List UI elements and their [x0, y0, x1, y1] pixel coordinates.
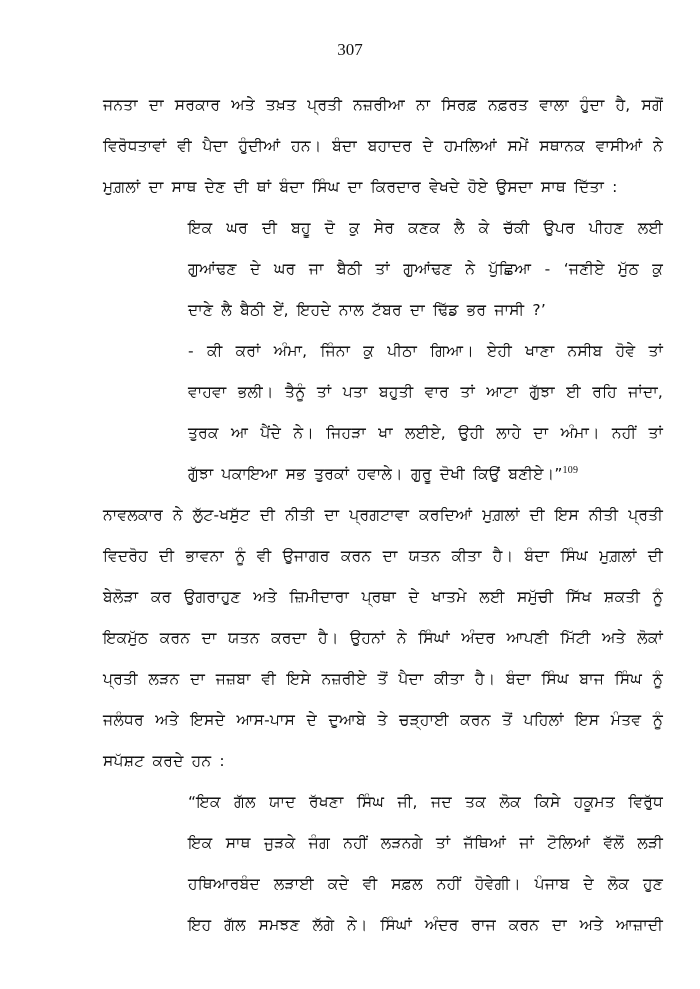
footnote-reference[interactable]: 109 [562, 465, 579, 476]
quote-line: ਇਹ ਗੱਲ ਸਮਝਣ ਲੱਗੇ ਨੇ। ਸਿੰਘਾਂ ਅੰਦਰ ਰਾਜ ਕਰਨ ਦਾ ਅਤੇ ਆਜ਼ਾਦੀ [188, 916, 663, 934]
quote-text: ਗੁੱਝਾ ਪਕਾਇਆ ਸਭ ਤੁਰਕਾਂ ਹਵਾਲੇ। ਗੁਰੂ ਦੋਖੀ ਕਿਉਂ ਬਣੀਏ।” [188, 465, 563, 484]
quote-line-last [188, 465, 663, 484]
text-line: ਜਨਤਾ ਦਾ ਸਰਕਾਰ ਅਤੇ ਤਖ਼ਤ ਪ੍ਰਤੀ ਨਜ਼ਰੀਆ ਨਾ ਸਿਰਫ਼ ਨਫ਼ਰਤ ਵਾਲਾ ਹੁੰਦਾ ਹੈ, ਸਗੋਂ [103, 96, 663, 114]
text-line: ਮੁਗ਼ਲਾਂ ਦਾ ਸਾਥ ਦੇਣ ਦੀ ਥਾਂ ਬੰਦਾ ਸਿੰਘ ਦਾ ਕਿਰਦਾਰ ਵੇਖਦੇ ਹੋਏ ਉਸਦਾ ਸਾਥ ਦਿੱਤਾ : [103, 178, 618, 196]
text-line: ਇਕਮੁੱਠ ਕਰਨ ਦਾ ਯਤਨ ਕਰਦਾ ਹੈ। ਉਹਨਾਂ ਨੇ ਸਿੰਘਾਂ ਅੰਦਰ ਆਪਣੀ ਮਿੱਟੀ ਅਤੇ ਲੋਕਾਂ [103, 629, 663, 647]
page-number: 307 [337, 40, 363, 59]
text-line: ਜਲੰਧਰ ਅਤੇ ਇਸਦੇ ਆਸ-ਪਾਸ ਦੇ ਦੁਆਬੇ ਤੇ ਚੜ੍ਹਾਈ ਕਰਨ ਤੋਂ ਪਹਿਲਾਂ ਇਸ ਮੰਤਵ ਨੂੰ [103, 711, 663, 729]
quote-line: ਇਕ ਘਰ ਦੀ ਬਹੂ ਦੋ ਕੁ ਸੇਰ ਕਣਕ ਲੈ ਕੇ ਚੱਕੀ ਉਪਰ ਪੀਹਣ ਲਈ [188, 219, 663, 237]
quote-line: ਹਥਿਆਰਬੰਦ ਲੜਾਈ ਕਦੇ ਵੀ ਸਫ਼ਲ ਨਹੀਂ ਹੋਵੇਗੀ। ਪੰਜਾਬ ਦੇ ਲੋਕ ਹੁਣ [188, 875, 663, 893]
quote-line: “ਇਕ ਗੱਲ ਯਾਦ ਰੱਖਣਾ ਸਿੰਘ ਜੀ, ਜਦ ਤਕ ਲੋਕ ਕਿਸੇ ਹਕੂਮਤ ਵਿਰੁੱਧ [188, 793, 663, 811]
quote-line: ਦਾਣੇ ਲੈ ਬੈਠੀ ਏਂ, ਇਹਦੇ ਨਾਲ ਟੱਬਰ ਦਾ ਢਿੱਡ ਭਰ ਜਾਸੀ ?’ [188, 301, 546, 319]
quote-line: ਇਕ ਸਾਥ ਜੁੜਕੇ ਜੰਗ ਨਹੀਂ ਲੜਨਗੇ ਤਾਂ ਜੱਥਿਆਂ ਜਾਂ ਟੋਲਿਆਂ ਵੱਲੋਂ ਲੜੀ [188, 834, 663, 852]
text-line: ਸਪੱਸ਼ਟ ਕਰਦੇ ਹਨ : [103, 752, 225, 770]
text-line: ਨਾਵਲਕਾਰ ਨੇ ਲੁੱਟ-ਖਸੁੱਟ ਦੀ ਨੀਤੀ ਦਾ ਪ੍ਰਗਟਾਵਾ ਕਰਦਿਆਂ ਮੁਗ਼ਲਾਂ ਦੀ ਇਸ ਨੀਤੀ ਪ੍ਰਤੀ [103, 506, 663, 524]
text-line: ਬੇਲੋੜਾ ਕਰ ਉਗਰਾਹੁਣ ਅਤੇ ਜ਼ਿਮੀਦਾਰਾ ਪ੍ਰਥਾ ਦੇ ਖਾਤਮੇ ਲਈ ਸਮੁੱਚੀ ਸਿੱਖ ਸ਼ਕਤੀ ਨੂੰ [103, 588, 663, 606]
quote-line: - ਕੀ ਕਰਾਂ ਅੰਮਾ, ਜਿੰਨਾ ਕੁ ਪੀਠਾ ਗਿਆ। ਏਹੀ ਖਾਣਾ ਨਸੀਬ ਹੋਵੇ ਤਾਂ [188, 342, 663, 360]
quote-line: ਗੁਆਂਢਣ ਦੇ ਘਰ ਜਾ ਬੈਠੀ ਤਾਂ ਗੁਆਂਢਣ ਨੇ ਪੁੱਛਿਆ - ‘ਜਣੀਏ ਮੁੱਠ ਕੁ [188, 260, 663, 278]
text-line: ਵਿਦਰੋਹ ਦੀ ਭਾਵਨਾ ਨੂੰ ਵੀ ਉਜਾਗਰ ਕਰਨ ਦਾ ਯਤਨ ਕੀਤਾ ਹੈ। ਬੰਦਾ ਸਿੰਘ ਮੁਗ਼ਲਾਂ ਦੀ [103, 547, 663, 565]
quote-line: ਵਾਹਵਾ ਭਲੀ। ਤੈਨੂੰ ਤਾਂ ਪਤਾ ਬਹੁਤੀ ਵਾਰ ਤਾਂ ਆਟਾ ਗੁੱਝਾ ਈ ਰਹਿ ਜਾਂਦਾ, [188, 383, 663, 401]
quote-line: ਤੁਰਕ ਆ ਪੈਂਦੇ ਨੇ। ਜਿਹੜਾ ਖਾ ਲਈਏ, ਉਹੀ ਲਾਹੇ ਦਾ ਅੰਮਾ। ਨਹੀਂ ਤਾਂ [188, 424, 663, 442]
text-line: ਪ੍ਰਤੀ ਲੜਨ ਦਾ ਜਜ਼ਬਾ ਵੀ ਇਸੇ ਨਜ਼ਰੀਏ ਤੋਂ ਪੈਦਾ ਕੀਤਾ ਹੈ। ਬੰਦਾ ਸਿੰਘ ਬਾਜ ਸਿੰਘ ਨੂੰ [103, 670, 663, 688]
text-line: ਵਿਰੋਧਤਾਵਾਂ ਵੀ ਪੈਦਾ ਹੁੰਦੀਆਂ ਹਨ। ਬੰਦਾ ਬਹਾਦਰ ਦੇ ਹਮਲਿਆਂ ਸਮੇਂ ਸਥਾਨਕ ਵਾਸੀਆਂ ਨੇ [103, 137, 663, 155]
